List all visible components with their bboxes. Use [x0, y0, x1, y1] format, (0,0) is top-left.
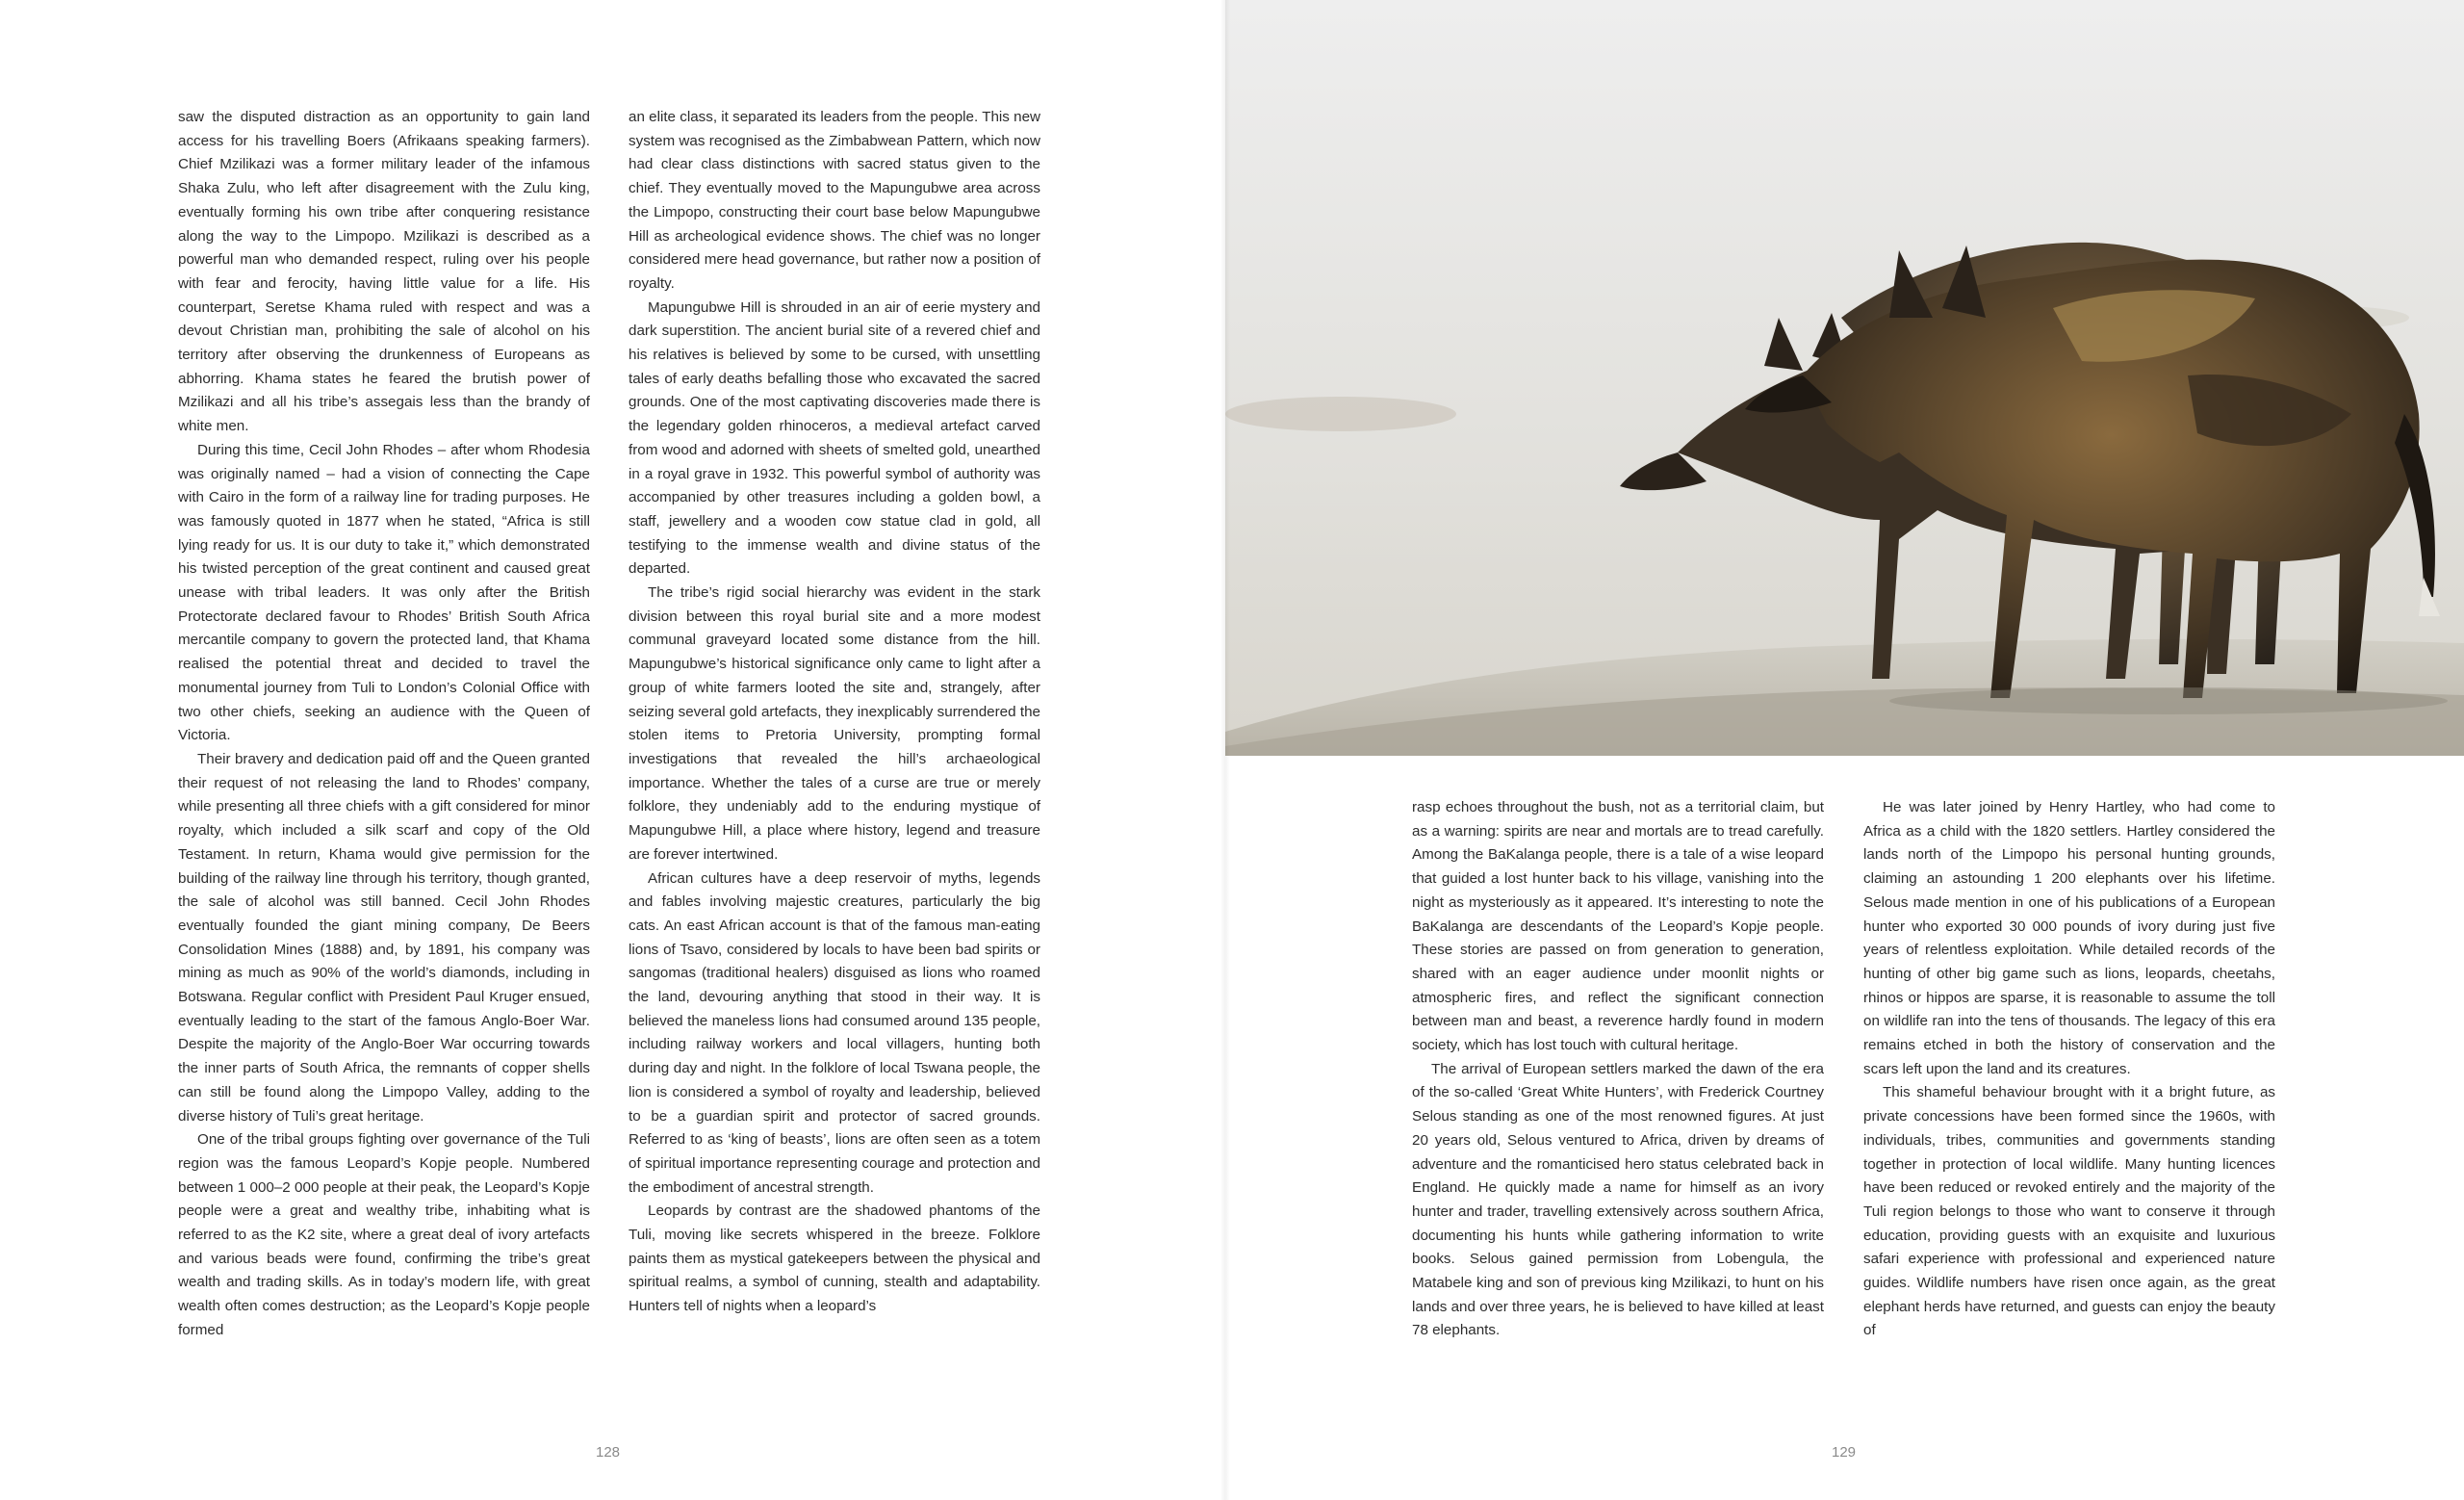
paragraph: saw the disputed distraction as an opportunity to gain land access for his travelling Boers (Afrikaans speaking farmers). Chief Mzilikazi was a former military leader of the infamous Shaka Zulu, who left after disagreement with the Zulu king, eventually forming his own tribe after conquering resistance along the way to the Limpopo. Mzilikazi is described as a powerful man who demanded respect, ruling over his people with fear and ferocity, having little value for a life. His counterpart, Seretse Khama ruled with respect and was a devout Christian man, prohibiting the sale of alcohol on his territory after observing the drunkenness of Europeans as abhorring. Khama states he feared the brutish power of Mzilikazi and all his tribe’s assegais less than the brandy of white men.: [178, 109, 590, 435]
page-number-left: 128: [596, 1444, 621, 1461]
paragraph: One of the tribal groups fighting over governance of the Tuli region was the famous Leopard’s Kopje people. Numbered between 1 000–2 000 people at their peak, the Leopard’s Kopje people were a great and wealthy tribe, inhabiting what is referred to as the K2 site, where a great deal of ivory artefacts and various beads were found, confirming the tribe’s great wealth and trading skills. As in today’s modern life, with great wealth often comes destruction; as the Leopard’s Kopje people formed: [178, 1131, 590, 1338]
paragraph: The tribe’s rigid social hierarchy was evident in the stark division between this royal burial site and a more modest communal graveyard located some distance from the hill. Mapungubwe’s historical significance only came to light after a group of white farmers looted the site and, strangely, after seizing several gold artefacts, they inexplicably surrendered the stolen items to Pretoria University, prompting formal investigations that revealed the hill’s archaeological importance. Whether the tales of a curse are true or merely folklore, they undeniably add to the enduring mystique of Mapungubwe Hill, a place where history, legend and treasure are forever intertwined.: [629, 584, 1040, 863]
text-column-2: [629, 106, 1040, 1319]
paragraph: Their bravery and dedication paid off and the Queen granted their request of not releasing the land to Rhodes’ company, while presenting all three chiefs with a gift considered for minor royalty, which included a silk scarf and copy of the Old Testament. In return, Khama would give permission for the building of the railway line through his territory, though granted, the sale of alcohol was still banned. Cecil John Rhodes eventually founded the giant mining company, De Beers Consolidation Mines (1888) and, by 1891, his company was mining as much as 90% of the world’s diamonds, including in Botswana. Regular conflict with President Paul Kruger ensued, eventually leading to the start of the famous Anglo-Boer War. Despite the majority of the Anglo-Boer War occurring towards the inner parts of South Africa, the remnants of copper shells can still be found along the Limpopo Valley, adding to the diverse history of Tuli’s great heritage.: [178, 750, 590, 1125]
book-gutter: [1220, 0, 1230, 1500]
left-page: [0, 0, 1225, 1500]
paragraph: African cultures have a deep reservoir of myths, legends and fables involving majestic creatures, particularly the big cats. An east African account is that of the famous man-eating lions of Tsavo, considered by locals to have been bad spirits or sangomas (traditional healers) disguised as lions who roamed the land, devouring anything that stood in their way. It is believed the maneless lions had consumed around 135 people, including railway workers and local villagers, hunting both during day and night. In the folklore of local Tswana people, the lion is considered a symbol of royalty and leadership, believed to be a guardian spirit and protector of sacred grounds. Referred to as ‘king of beasts’, lions are often seen as a totem of spiritual importance representing courage and protection and the embodiment of ancestral strength.: [629, 869, 1040, 1196]
paragraph: Leopards by contrast are the shadowed phantoms of the Tuli, moving like secrets whispered in the breeze. Folklore paints them as mystical gatekeepers between the physical and spiritual realms, a symbol of cunning, stealth and adaptability. Hunters tell of nights when a leopard’s: [629, 1203, 1040, 1315]
paragraph: During this time, Cecil John Rhodes – after whom Rhodesia was originally named – had a vision of connecting the Cape with Cairo in the form of a railway line for trading purposes. He was famously quoted in 1877 when he stated, “Africa is still lying ready for us. It is our duty to take it,” which demonstrated his twisted perception of the great continent and caused great unease with tribal leaders. It was only after the British Protectorate declared favour to Rhodes’ British South Africa mercantile company to govern the protected land, that Khama realised the potential threat and decided to travel the monumental journey from Tuli to London’s Colonial Office with two other chiefs, seeking an audience with the Queen of Victoria.: [178, 441, 590, 744]
text-column-1: [178, 106, 590, 1343]
african-wild-dogs-photo: [1225, 0, 2464, 756]
paragraph: Mapungubwe Hill is shrouded in an air of eerie mystery and dark superstition. The ancient burial site of a revered chief and his relatives is believed by some to be cursed, with unsettling tales of early deaths befalling those who excavated the sacred grounds. One of the most captivating discoveries made there is the legendary golden rhinoceros, a medieval artefact carved from wood and adorned with sheets of smelted gold, unearthed in a royal grave in 1932. This powerful symbol of authority was accompanied by other treasures including a golden bowl, a staff, jewellery and a wooden cow statue clad in gold, all testifying to the immense wealth and divine status of the departed.: [629, 298, 1040, 578]
page-number-right: 129: [1832, 1444, 1857, 1461]
paragraph: He was later joined by Henry Hartley, who had come to Africa as a child with the 1820 settlers. Hartley considered the lands north of the Limpopo his personal hunting grounds, claiming an astounding 1 200 elephants over his lifetime. Selous made mention in one of his publications of a European hunter who exported 30 000 pounds of ivory during just five years of relentless exploitation. While detailed records of the hunting of other big game such as lions, leopards, cheetahs, rhinos or hippos are sparse, it is reasonable to assume the toll on wildlife ran into the tens of thousands. The legacy of this era remains etched in both the history of conservation and the scars left upon the land and its creatures.: [1863, 799, 2275, 1077]
paragraph: This shameful behaviour brought with it a bright future, as private concessions have been formed since the 1960s, with individuals, tribes, communities and governments standing together in protection of local wildlife. Many hunting licences have been reduced or revoked entirely and the majority of the Tuli region belongs to those who want to conserve it through education, providing guests with an exquisite and luxurious safari experience with professional and experienced nature guides. Wildlife numbers have risen once again, as the great elephant herds have returned, and guests can enjoy the beauty of: [1863, 1084, 2275, 1339]
text-column-4: [1863, 796, 2275, 1343]
paragraph: an elite class, it separated its leaders from the people. This new system was recognised as the Zimbabwean Pattern, which now had clear class distinctions with sacred status given to the chief. They eventually moved to the Mapungubwe area across the Limpopo, constructing their court base below Mapungubwe Hill as archeological evidence shows. The chief was no longer considered mere head governance, but rather now a position of royalty.: [629, 109, 1040, 292]
text-column-3: [1412, 796, 1824, 1343]
paragraph: The arrival of European settlers marked the dawn of the era of the so-called ‘Great White Hunters’, with Frederick Courtney Selous standing as one of the most renowned figures. At just 20 years old, Selous ventured to Africa, driven by dreams of adventure and the romanticised hero status celebrated back in England. He quickly made a name for himself as an ivory hunter and trader, travelling extensively across southern Africa, documenting his hunts while gathering information to write books. Selous gained permission from Lobengula, the Matabele king and son of previous king Mzilikazi, to hunt on his lands and over three years, he is believed to have killed at least 78 elephants.: [1412, 1060, 1824, 1339]
photo-illustration: [1225, 0, 2464, 756]
paragraph: rasp echoes throughout the bush, not as a territorial claim, but as a warning: spirits are near and mortals are to tread carefully. Among the BaKalanga people, there is a tale of a wise leopard that guided a lost hunter back to his village, vanishing into the night as mysteriously as it appeared. It’s interesting to note the BaKalanga are descendants of the Leopard’s Kopje people. These stories are passed on from generation to generation, shared with an eager audience under moonlit nights or atmospheric fires, and reflect the significant connection between man and beast, a reverence hardly found in modern society, which has lost touch with cultural heritage.: [1412, 799, 1824, 1054]
